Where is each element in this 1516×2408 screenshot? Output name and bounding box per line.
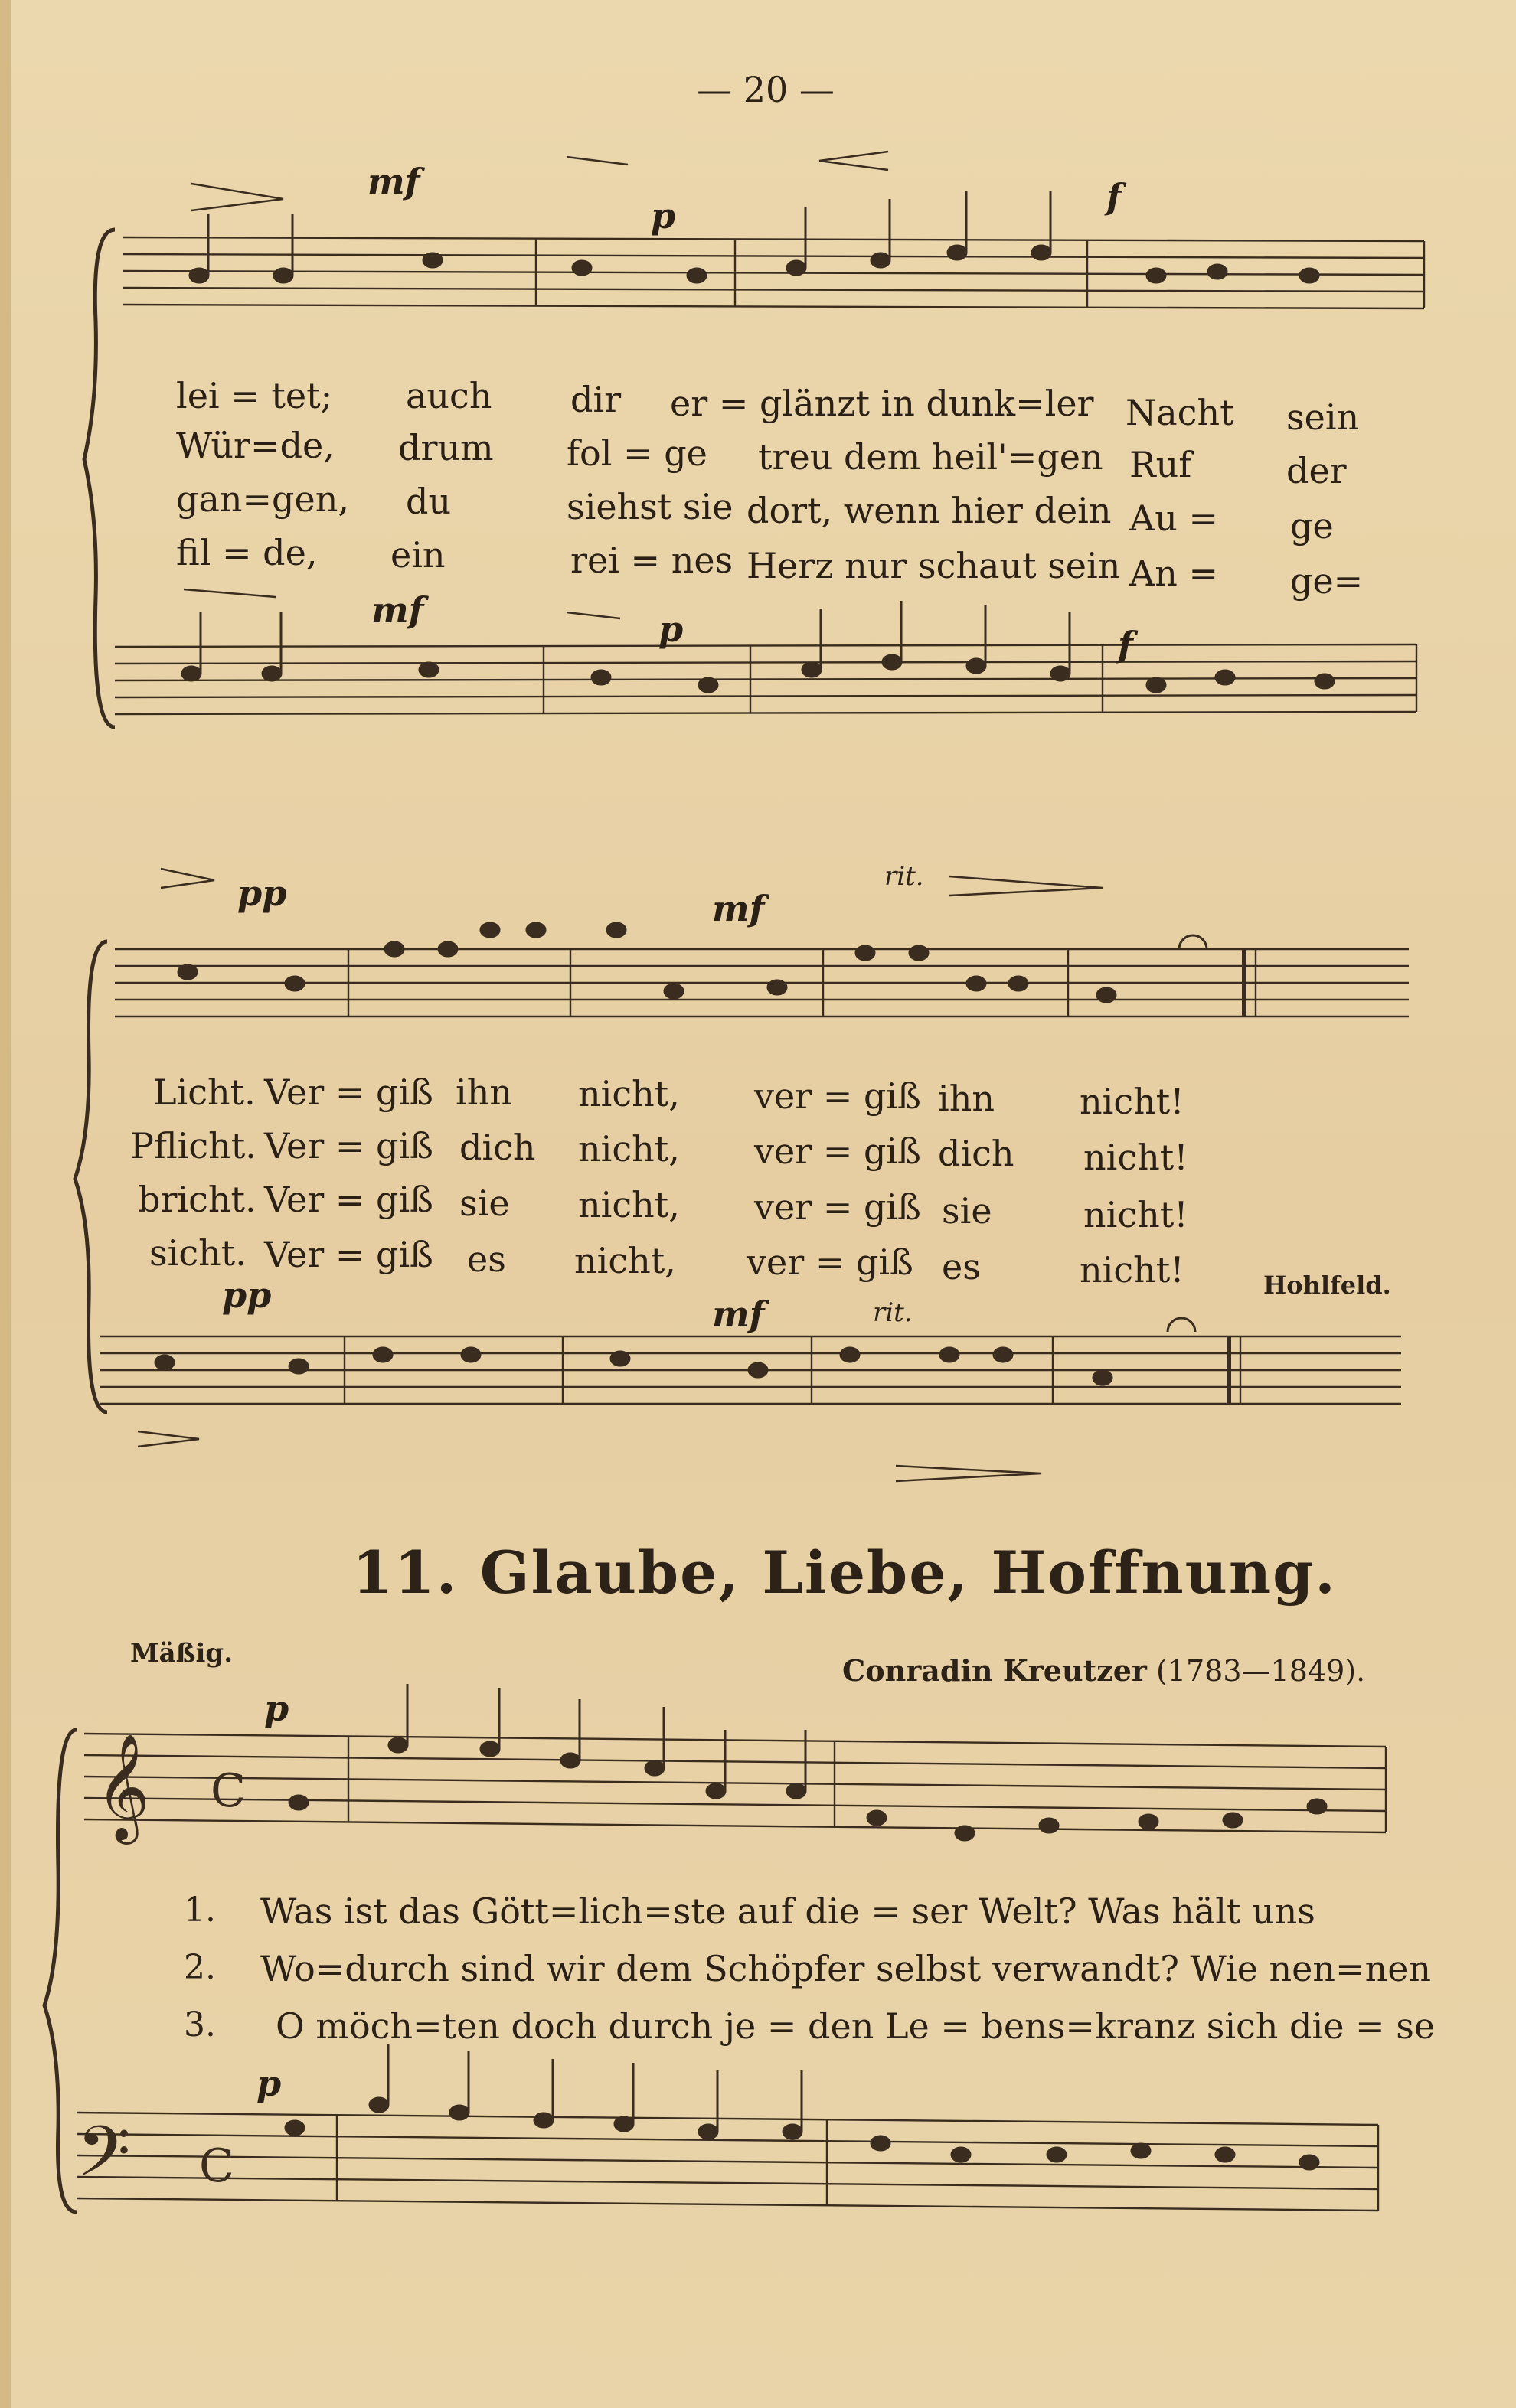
lyric: bricht. [138,1179,256,1220]
dynamic-pp-bass: pp [222,1274,272,1316]
song-title-text: Glaube, Liebe, Hoffnung. [479,1538,1337,1607]
lyric: Ruf [1129,444,1192,485]
lyric: rei = nes [570,540,733,581]
lyric: fil = de, [176,532,318,573]
lyric: nicht! [1080,1081,1184,1122]
lyric: der [1286,450,1347,491]
dynamic-p-bass: p [658,609,684,650]
lyric: sie [459,1183,510,1224]
lyric: Ver = giß [264,1072,433,1113]
lyric: gan=gen, [176,478,349,520]
staff-system2-upper [115,949,1409,1016]
lyric: ihn [456,1072,512,1113]
lyric: ver = giß [747,1242,913,1283]
page-number: — 20 — [697,69,835,110]
lyric: nicht! [1080,1249,1184,1290]
lyric: nicht! [1083,1137,1188,1178]
svg-text:𝄞: 𝄞 [96,1734,150,1840]
lyric: dir [570,379,622,420]
dynamic-mf-bass: mf [371,589,424,631]
composer-name: Conradin Kreutzer [842,1653,1147,1688]
lyric: nicht, [574,1240,676,1281]
arranger-credit: Hohlfeld. [1263,1271,1391,1300]
lyric: treu dem heil'=gen [758,436,1103,478]
lyric: ihn [938,1078,995,1119]
dynamic-p: p [264,1688,289,1729]
lyric: es [942,1246,981,1287]
lyric: Licht. [153,1072,256,1113]
svg-text:𝄢: 𝄢 [77,2111,131,2209]
lyric: nicht! [1083,1194,1188,1235]
composer-credit [842,1653,1365,1688]
lyric: Ver = giß [264,1234,433,1275]
lyric: Ver = giß [264,1179,433,1220]
svg-text:C: C [211,1764,246,1818]
tempo-marking: Mäßig. [130,1638,234,1669]
verse-line: O möch=ten doch durch je = den Le = bens=kranz sich die = se [276,2005,1436,2047]
lyric: du [406,481,452,522]
lyric: ver = giß [754,1131,921,1172]
lyric: dich [459,1127,536,1168]
lyric: nicht, [578,1128,680,1170]
lyric: Wür=de, [176,425,335,466]
staff-system3-upper [84,1734,1386,1832]
lyric: nicht, [578,1184,680,1225]
lyric: sicht. [149,1232,247,1274]
verse-number: 2. [184,1948,216,1987]
staff-system1-upper [123,237,1424,308]
lyric: ge= [1290,560,1364,602]
svg-text:C: C [199,2139,234,2193]
verse-number: 3. [184,2005,216,2044]
lyric: ein [390,534,446,576]
lyric: An = [1129,553,1219,594]
lyric: Ver = giß [264,1125,433,1166]
ritardando-mark-bass: rit. [873,1297,913,1328]
lyric: dich [938,1133,1014,1174]
lyric: sie [942,1190,992,1232]
lyric: auch [406,375,492,416]
song-number: 11. [352,1538,459,1607]
dynamic-p-bass: p [256,2063,282,2104]
dynamic-pp: pp [237,873,287,914]
lyric: siehst sie [567,486,733,527]
dynamic-mf: mf [368,161,420,202]
verse-line: Was ist das Gött=lich=ste auf die = ser Welt? Was hält uns [260,1891,1315,1932]
staff-system3-lower [77,2113,1378,2211]
verse-line: Wo=durch sind wir dem Schöpfer selbst verwandt? Wie nen=nen [260,1948,1432,1989]
lyric: drum [398,427,494,468]
lyric: Au = [1129,498,1219,539]
composer-years: (1783—1849). [1156,1654,1366,1688]
dynamic-p: p [651,195,676,237]
dynamic-f: f [1106,176,1122,217]
lyric: Pflicht. [130,1125,256,1166]
dynamic-mf-bass: mf [712,1294,765,1335]
dynamic-mf: mf [712,888,765,929]
song-title [352,1538,1337,1607]
lyric: Herz nur schaut sein [747,545,1121,586]
lyric: sein [1286,396,1360,438]
lyric: er = glänzt in dunk=ler [670,383,1094,424]
lyric: es [467,1238,506,1280]
lyric: ver = giß [754,1075,921,1117]
ritardando-mark: rit. [884,861,924,892]
lyric: Nacht [1126,392,1234,433]
lyric: ge [1290,505,1334,547]
lyric: nicht, [578,1073,680,1114]
dynamic-f-bass: f [1118,624,1133,665]
lyric: dort, wenn hier dein [747,490,1112,531]
verse-number: 1. [184,1891,216,1930]
lyric: lei = tet; [176,375,333,416]
lyric: ver = giß [754,1186,921,1228]
lyric: fol = ge [567,432,707,474]
